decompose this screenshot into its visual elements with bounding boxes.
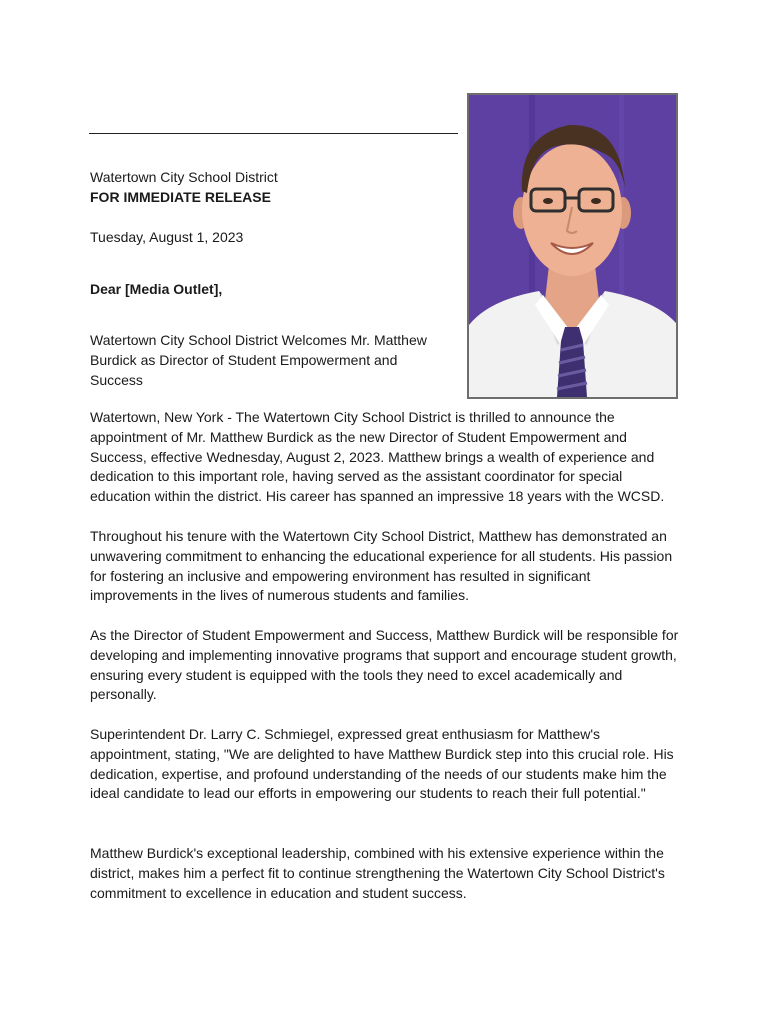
body-paragraph-1: Watertown, New York - The Watertown City School District is thrilled to announce the appointment of Mr. Matthew Burdick as the new Director of Student Empowerment and Success, effective Wednesday, August 2, 2023. Matthew brings a wealth of experience and dedication to this important role, having served as the assistant coordinator for special education within the district. His career has spanned an impressive 18 years with the WCSD. — [90, 409, 665, 505]
salutation: Dear [Media Outlet], — [90, 281, 223, 297]
body-paragraph-3: As the Director of Student Empowerment and Success, Matthew Burdick will be responsible for developing and implementing innovative programs that support and encourage student growth, ensuring every student is equipped with the tools they need to excel academically and personally. — [90, 627, 679, 703]
release-label: FOR IMMEDIATE RELEASE — [90, 189, 271, 205]
headline-line-2: Burdick as Director of Student Empowerment and — [90, 352, 398, 368]
portrait-photo-icon — [469, 95, 676, 397]
body-paragraph-2: Throughout his tenure with the Watertown City School District, Matthew has demonstrated an unwavering commitment to enhancing the educational experience for all students. His passion for fostering an inclusive and empowering environment has resulted in significant improvements in the lives of numerous students and families. — [90, 528, 673, 604]
portrait-photo — [467, 93, 678, 399]
body-paragraph-5: Matthew Burdick's exceptional leadership, combined with his extensive experience within the district, makes him a perfect fit to continue strengthening the Watertown City School District's commitment to excellence in education and student success. — [90, 845, 665, 901]
headline-line-1: Watertown City School District Welcomes Mr. Matthew — [90, 332, 427, 348]
organization-name: Watertown City School District — [90, 169, 278, 185]
body-paragraph-4: Superintendent Dr. Larry C. Schmiegel, expressed great enthusiasm for Matthew's appointment, stating, "We are delighted to have Matthew Burdick step into this crucial role. His dedication, expertise, and profound understanding of the needs of our students make him the ideal candidate to lead our efforts in empowering our students to reach their full potential." — [90, 726, 674, 802]
header-rule — [89, 133, 458, 134]
release-date: Tuesday, August 1, 2023 — [90, 229, 244, 245]
headline-line-3: Success — [90, 372, 143, 388]
